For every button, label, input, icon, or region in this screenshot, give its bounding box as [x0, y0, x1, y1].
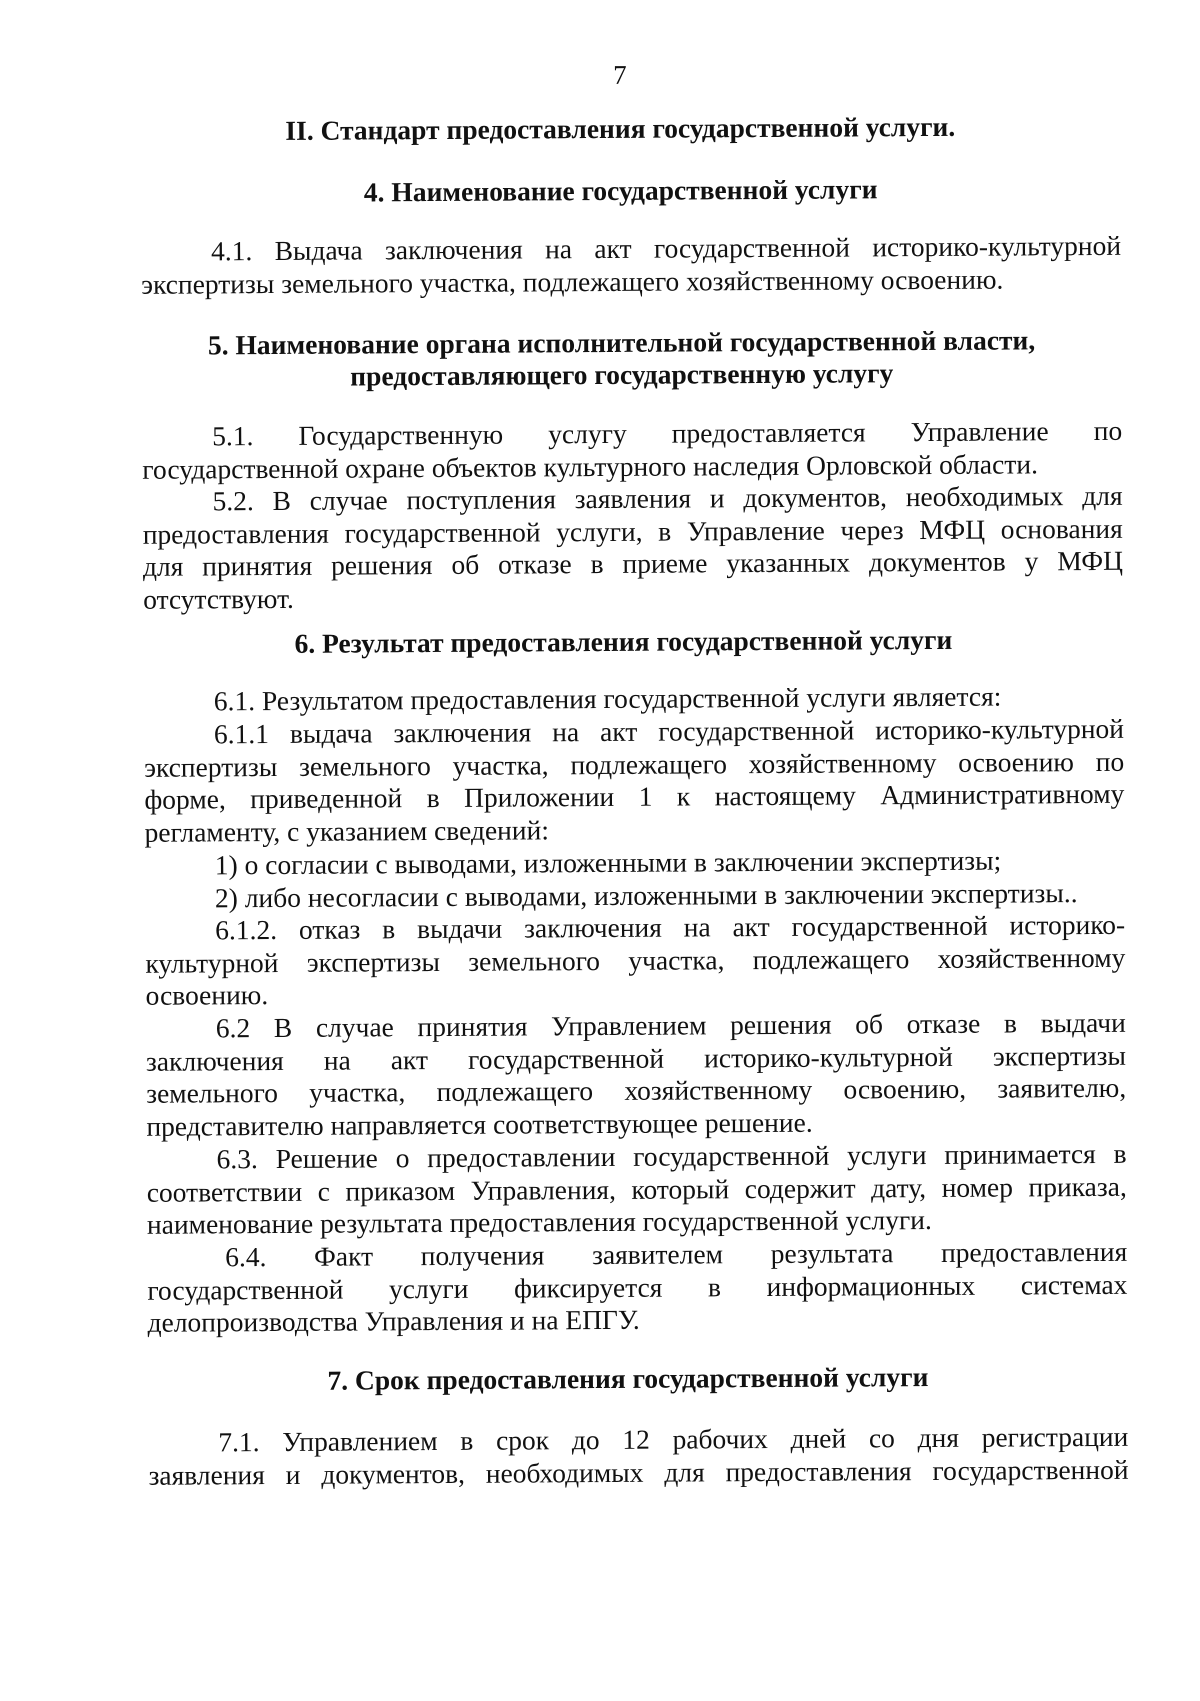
- text-line: экспертизы земельного участка, подлежащего хозяйственному освоению.: [141, 263, 1004, 300]
- text-line: заявления и документов, необходимых для предоставления государственной: [148, 1453, 1129, 1491]
- text-line: государственной услуги фиксируется в информационных системах: [147, 1268, 1128, 1306]
- text-line: 4.1. Выдача заключения на акт государственной историко-культурной: [210, 229, 1122, 267]
- paragraph-6-2: [146, 1007, 1127, 1143]
- text-line: экспертизы земельного участка, подлежащего хозяйственному освоению по: [144, 745, 1125, 783]
- paragraph-6-1-1: [144, 713, 1125, 849]
- heading-4: 4. Наименование государственной услуги: [363, 173, 878, 208]
- text-line: предоставления государственной услуги, в Управление через МФЦ основания: [142, 512, 1123, 550]
- text-line: для принятия решения об отказе в приеме указанных документов у МФЦ: [142, 545, 1124, 582]
- text-line: соответствии с приказом Управления, который содержит дату, номер приказа,: [146, 1170, 1127, 1208]
- text-line: освоению.: [145, 979, 269, 1011]
- text-line: 6.2 В случае принятия Управлением решения об отказе в выдачи: [215, 1006, 1126, 1044]
- paragraph-7-1: [148, 1421, 1128, 1492]
- text-line: 5.1. Государственную услугу предоставляется Управление по: [212, 414, 1123, 452]
- text-line: форме, приведенной в Приложении 1 к настоящему Административному: [144, 777, 1125, 815]
- paragraph-5-2: [142, 480, 1123, 616]
- text-line: 6.1.2. отказ в выдачи заключения на акт государственной историко-: [215, 908, 1126, 946]
- text-line: государственной охране объектов культурного наследия Орловской области.: [142, 447, 1038, 485]
- heading-6: 6. Результат предоставления государственной услуги: [294, 623, 953, 659]
- paragraph-4-1: [141, 230, 1121, 301]
- list-item: 2) либо несогласии с выводами, изложенными в заключении экспертизы..: [214, 876, 1078, 913]
- paragraph-6-1-2: [145, 909, 1126, 1013]
- text-line: делопроизводства Управления и на ЕПГУ.: [147, 1303, 640, 1338]
- text-line: 5.2. В случае поступления заявления и документов, необходимых для: [212, 479, 1123, 517]
- paragraph-5-1: [142, 415, 1122, 486]
- text-line: заключения на акт государственной историко-культурной экспертизы: [145, 1039, 1127, 1077]
- heading-5-line-2: предоставляющего государственную услугу: [350, 357, 894, 392]
- page-number: 7: [613, 59, 627, 90]
- section-heading: II. Стандарт предоставления государственной услуги.: [285, 110, 956, 146]
- list-item: 1) о согласии с выводами, изложенными в заключении экспертизы;: [214, 844, 1002, 881]
- text-line: 6.1. Результатом предоставления государственной услуги является:: [213, 680, 1002, 717]
- text-line: отсутствуют.: [143, 582, 294, 615]
- text-line: 6.3. Решение о предоставлении государственной услуги принимается в: [216, 1137, 1127, 1175]
- heading-7: 7. Срок предоставления государственной услуги: [327, 1361, 929, 1396]
- paragraph-6-3: [146, 1138, 1127, 1242]
- text-line: 6.1.1 выдача заключения на акт государственной историко-культурной: [213, 712, 1125, 750]
- text-line: культурной экспертизы земельного участка, подлежащего хозяйственному: [145, 941, 1126, 979]
- text-line: представителю направляется соответствующее решение.: [146, 1106, 813, 1142]
- text-line: 7.1. Управлением в срок до 12 рабочих дней со дня регистрации: [218, 1420, 1129, 1458]
- heading-5-line-1: 5. Наименование органа исполнительной государственной власти,: [207, 324, 1036, 361]
- text-line: регламенту, с указанием сведений:: [144, 814, 550, 848]
- text-line: земельного участка, подлежащего хозяйственному освоению, заявителю,: [146, 1071, 1127, 1109]
- paragraph-6-4: [147, 1236, 1128, 1340]
- paragraph-6-1: [144, 680, 1124, 719]
- text-line: наименование результата предоставления государственной услуги.: [146, 1204, 932, 1240]
- paragraph-6-1-1-items: [145, 844, 1125, 915]
- text-line: 6.4. Факт получения заявителем результата предоставления: [225, 1235, 1128, 1273]
